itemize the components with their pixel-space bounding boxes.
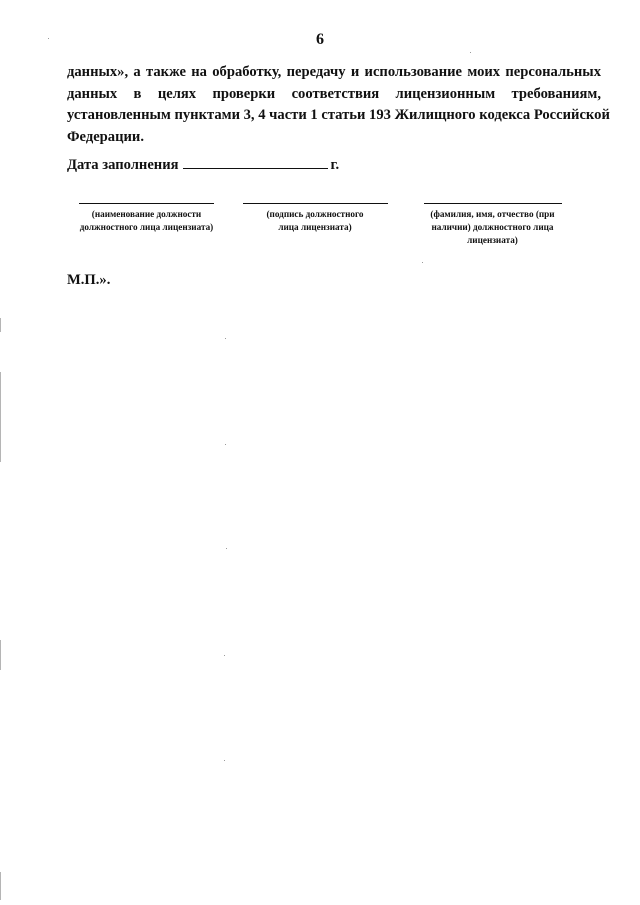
page-number: 6 — [316, 31, 324, 48]
full-name-signature-field — [410, 203, 575, 247]
scan-edge-mark — [0, 318, 1, 332]
scan-speck — [224, 655, 225, 656]
signature-caption: (фамилия, имя, отчество (при — [430, 209, 555, 219]
signature-caption: (наименование должности — [91, 209, 202, 219]
fill-date-row — [67, 154, 339, 174]
signature-caption: должностного лица лицензиата) — [79, 222, 214, 232]
signature-caption: наличии) должностного лица — [431, 222, 554, 232]
signature-caption: лица лицензиата) — [278, 222, 352, 232]
paragraph-line: данных в целях проверки соответствия лицензионным требованиям, — [67, 85, 601, 102]
consent-paragraph — [67, 62, 610, 148]
paragraph-line: данных», а также на обработку, передачу и использование моих персональных — [67, 64, 601, 80]
scan-speck — [225, 338, 226, 339]
signature-caption: лицензиата) — [467, 235, 518, 245]
scan-speck — [470, 52, 471, 53]
scan-speck — [48, 38, 49, 39]
scan-speck — [224, 760, 225, 761]
fill-date-blank-line — [183, 154, 328, 169]
signature-line — [424, 203, 562, 204]
signature-line — [79, 203, 214, 204]
scan-speck — [422, 262, 423, 263]
scan-edge-mark — [0, 372, 1, 462]
signature-line — [243, 203, 388, 204]
scan-speck — [226, 548, 227, 549]
signature-caption: (подпись должностного — [266, 209, 364, 219]
paragraph-line: Федерации. — [67, 128, 144, 145]
scan-edge-mark — [0, 872, 1, 900]
fill-date-label: Дата заполнения — [67, 157, 179, 173]
stamp-placeholder: М.П.». — [67, 272, 111, 288]
scan-edge-mark — [0, 640, 1, 670]
scan-speck — [225, 444, 226, 445]
signature-field — [240, 203, 390, 234]
position-signature-field — [64, 203, 229, 234]
paragraph-line: установленным пунктами 3, 4 части 1 статьи 193 Жилищного кодекса Российской — [67, 107, 610, 123]
fill-date-suffix: г. — [330, 157, 340, 173]
